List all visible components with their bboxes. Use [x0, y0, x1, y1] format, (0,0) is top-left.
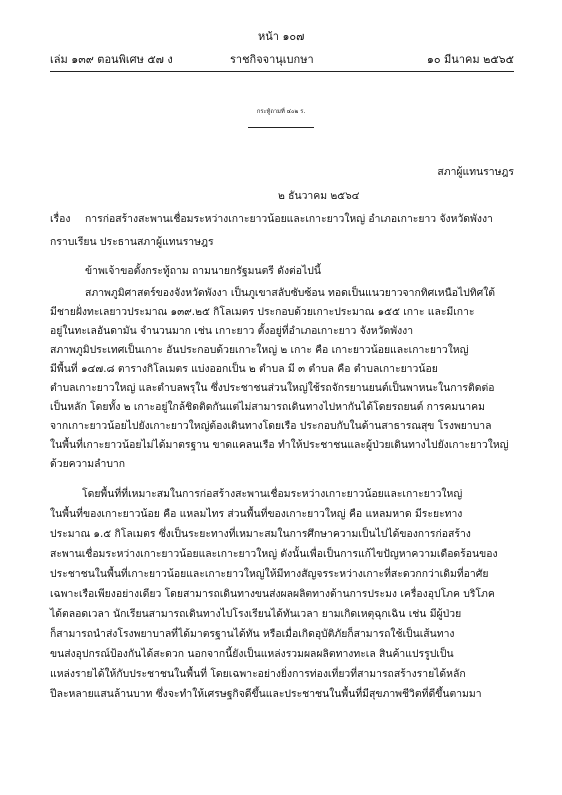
- paragraph1-line: อยู่ในทะเลอันดามัน จำนวนมาก เช่น เกาะยาว ตั้งอยู่ที่อำเภอเกาะยาว จังหวัดพังงา: [50, 325, 414, 337]
- paragraph1-line: มีพื้นที่ ๑๔๗.๘ ตารางกิโลเมตร แบ่งออกเป็น ๒ ตำบล มี ๓ ตำบล คือ ตำบลเกาะยาวน้อย: [50, 363, 438, 375]
- paragraph2-line: ปีละหลายแสนล้านบาท ซึ่งจะทำให้เศรษฐกิจดีขึ้นและประชาชนในพื้นที่มีสุขภาพชีวิตที่ดีขึ้นตามมา: [50, 688, 482, 700]
- paragraph1-line: สภาพภูมิศาสตร์ของจังหวัดพังงา เป็นภูเขาสลับซับซ้อน ทอดเป็นแนวยาวจากทิศเหนือไปทิศใต้: [85, 287, 496, 299]
- paragraph2-line: สะพานเชื่อมระหว่างเกาะยาวน้อยและเกาะยาวใหญ่ ดังนั้นเพื่อเป็นการแก้ไขปัญหาความเดือดร้อนของ: [50, 548, 498, 560]
- gazette-name: ราชกิจจานุเบกษา: [230, 53, 314, 66]
- paragraph1-line: ในพื้นที่เกาะยาวน้อยไม่ได้มาตรฐาน ขาดแคลนเรือ ทำให้ประชาชนและผู้ป่วยเดินทางไปยังเกาะยาวใหญ่: [50, 439, 509, 451]
- salutation: กราบเรียน ประธานสภาผู้แทนราษฎร: [50, 236, 214, 248]
- paragraph2-line: ก็สามารถนำส่งโรงพยาบาลที่ได้มาตรฐานได้ทัน หรือเมื่อเกิดอุบัติภัยก็สามารถใช้เป็นเส้นทาง: [50, 628, 455, 640]
- page-number: หน้า ๑๐๗: [258, 30, 305, 43]
- title-underline: [248, 127, 314, 128]
- paragraph1-line: จากเกาะยาวน้อยไปยังเกาะยาวใหญ่ต้องเดินทางโดยเรือ ประกอบกับในด้านสาธารณสุข โรงพยาบาล: [50, 420, 492, 432]
- paragraph1-line: เป็นหลัก โดยทั้ง ๒ เกาะอยู่ใกล้ชิดติดกันแต่ไม่สามารถเดินทางไปหากันได้โดยรถยนต์ การคมนาคม: [50, 401, 485, 413]
- header-divider: [50, 71, 514, 72]
- intro-line: ข้าพเจ้าขอตั้งกระทู้ถาม ถามนายกรัฐมนตรี ดังต่อไปนี้: [85, 265, 321, 277]
- paragraph2-line: ประมาณ ๑.๕ กิโลเมตร ซึ่งเป็นระยะทางที่เหมาะสมในการศึกษาความเป็นไปได้ของการก่อสร้าง: [50, 528, 471, 540]
- letter-date: ๒ ธันวาคม ๒๕๖๔: [278, 190, 360, 202]
- gazette-date: ๑๐ มีนาคม ๒๕๖๕: [426, 53, 514, 66]
- paragraph2-line: ประชาชนในพื้นที่เกาะยาวน้อยและเกาะยาวใหญ่ให้มีทางสัญจรระหว่างเกาะที่สะดวกกว่าเดิมที่อาศัย: [50, 568, 489, 580]
- volume-info: เล่ม ๑๓๙ ตอนพิเศษ ๕๗ ง: [50, 53, 173, 66]
- paragraph2-line: โดยพื้นที่ที่เหมาะสมในการก่อสร้างสะพานเชื่อมระหว่างเกาะยาวน้อยและเกาะยาวใหญ่: [82, 488, 463, 500]
- sender: สภาผู้แทนราษฎร: [437, 166, 514, 178]
- paragraph2-line: ขนส่งอุปกรณ์ป้องกันได้สะดวก นอกจากนี้ยังเป็นแหล่งรวมผลผลิตทางทะเล สินค้าแปรรูปเป็น: [50, 648, 454, 660]
- document-title: กระทู้ถามที่ ๔๐๒ ร.: [256, 109, 306, 115]
- paragraph1-line: ตำบลเกาะยาวใหญ่ และตำบลพรุใน ซึ่งประชาชนส่วนใหญ่ใช้รถจักรยานยนต์เป็นพาหนะในการติดต่อ: [50, 382, 495, 394]
- paragraph2-line: ในพื้นที่ของเกาะยาวน้อย คือ แหลมไทร ส่วนพื้นที่ของเกาะยาวใหญ่ คือ แหลมหาด มีระยะทาง: [50, 508, 463, 520]
- subject-text: การก่อสร้างสะพานเชื่อมระหว่างเกาะยาวน้อยและเกาะยาวใหญ่ อำเภอเกาะยาว จังหวัดพังงา: [85, 213, 493, 225]
- paragraph1-line: ด้วยความลำบาก: [50, 458, 126, 470]
- paragraph1-line: มีชายฝั่งทะเลยาวประมาณ ๑๓๙.๒๕ กิโลเมตร ประกอบด้วยเกาะประมาณ ๑๕๕ เกาะ และมีเกาะ: [50, 306, 475, 318]
- paragraph2-line: ได้ตลอดเวลา นักเรียนสามารถเดินทางไปโรงเรียนได้ทันเวลา ยามเกิดเหตุฉุกเฉิน เช่น มีผู้ป่วย: [50, 608, 462, 620]
- paragraph2-line: แหล่งรายได้ให้กับประชาชนในพื้นที่ โดยเฉพาะอย่างยิ่งการท่องเที่ยวที่สามารถสร้างรายได้หลัก: [50, 668, 466, 680]
- paragraph1-line: สภาพภูมิประเทศเป็นเกาะ อันประกอบด้วยเกาะใหญ่ ๒ เกาะ คือ เกาะยาวน้อยและเกาะยาวใหญ่: [50, 344, 469, 356]
- subject-label: เรื่อง: [50, 213, 71, 225]
- paragraph2-line: เฉพาะเรือเพียงอย่างเดียว โดยสามารถเดินทางขนส่งผลผลิตทางด้านการประมง เครื่องอุปโภค บริโภค: [50, 588, 495, 600]
